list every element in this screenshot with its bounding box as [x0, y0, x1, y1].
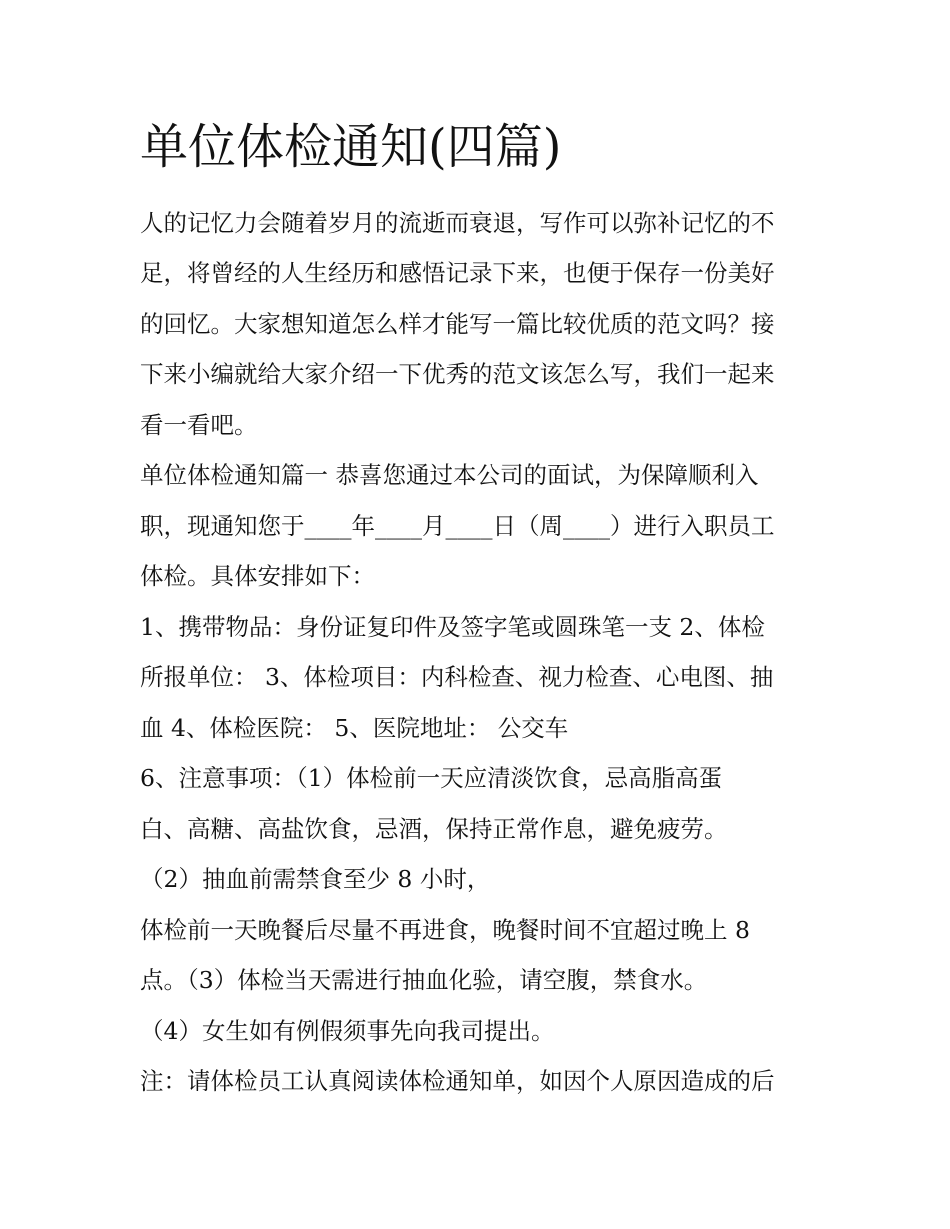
intro-line-1: 人的记忆力会随着岁月的流逝而衰退，写作可以弥补记忆的不	[140, 209, 775, 237]
notes-line-1: 6、注意事项：（1）体检前一天应清淡饮食，忌高脂高蛋	[140, 764, 723, 792]
notes-line-2: 白、高糖、高盐饮食，忌酒，保持正常作息，避免疲劳。	[140, 815, 728, 843]
notes-line-4: 体检前一天晚餐后尽量不再进食，晚餐时间不宜超过晚上 8	[140, 916, 750, 944]
intro-line-2: 足，将曾经的人生经历和感悟记录下来，也便于保存一份美好	[140, 259, 775, 287]
section-one-line-3: 体检。具体安排如下：	[140, 562, 375, 590]
section-one-line-1: 单位体检通知篇一 恭喜您通过本公司的面试，为保障顺利入	[140, 461, 759, 489]
notes-line-5: 点。（3）体检当天需进行抽血化验，请空腹，禁食水。	[140, 966, 708, 994]
items-line-2: 所报单位： 3、体检项目：内科检查、视力检查、心电图、抽	[140, 663, 774, 691]
document-title: 单位体检通知(四篇)	[140, 119, 562, 175]
notes-line-6: （4）女生如有例假须事先向我司提出。	[140, 1017, 555, 1045]
section-one-line-2: 职，现通知您于____年____月____日（周____）进行入职员工	[140, 512, 775, 540]
intro-line-5: 看一看吧。	[140, 411, 258, 439]
remark-line: 注：请体检员工认真阅读体检通知单，如因个人原因造成的后	[140, 1067, 775, 1095]
items-line-1: 1、携带物品：身份证复印件及签字笔或圆珠笔一支 2、体检	[140, 613, 765, 641]
notes-line-3: （2）抽血前需禁食至少 8 小时，	[140, 865, 491, 893]
items-line-3: 血 4、体检医院： 5、医院地址： 公交车	[140, 714, 569, 742]
intro-line-4: 下来小编就给大家介绍一下优秀的范文该怎么写，我们一起来	[140, 360, 775, 388]
intro-line-3: 的回忆。大家想知道怎么样才能写一篇比较优质的范文吗？接	[140, 310, 775, 338]
